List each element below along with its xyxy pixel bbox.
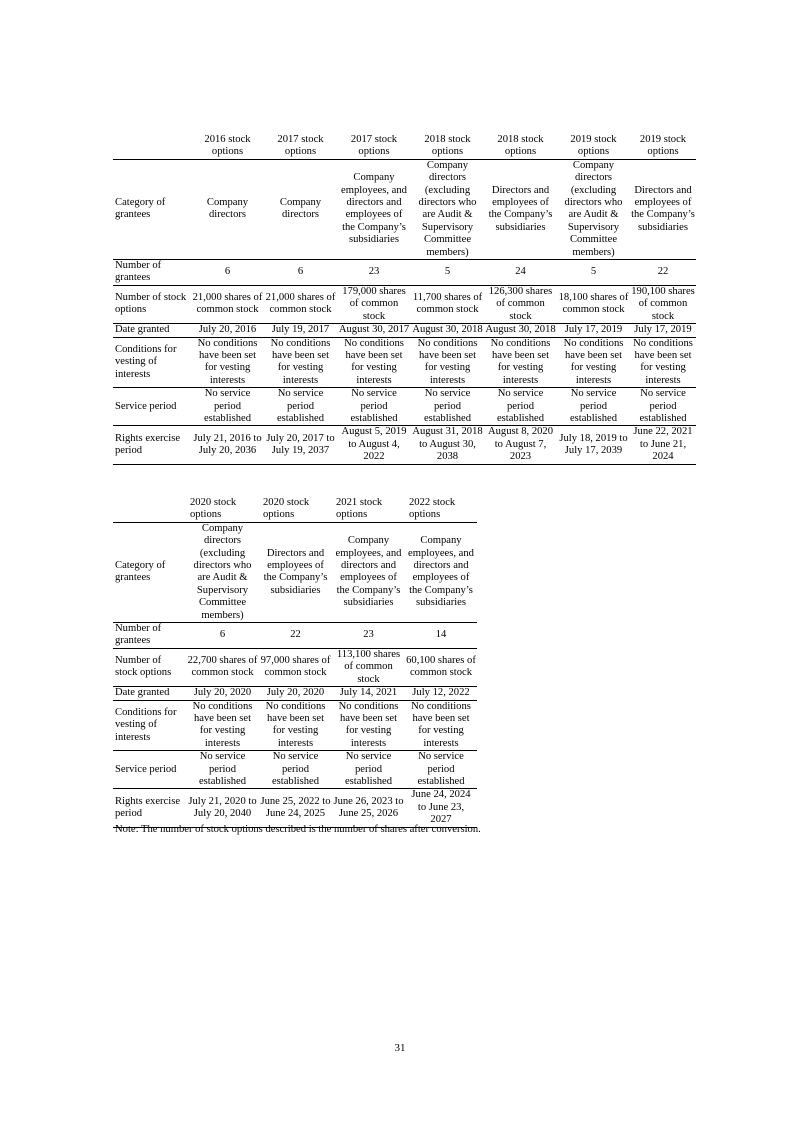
table-cell: 22 <box>630 260 696 286</box>
row-label: Number of stock options <box>113 285 191 323</box>
table-cell: August 30, 2018 <box>412 324 483 336</box>
row-label: Category of grantees <box>115 560 166 584</box>
table-cell: Directors and employees of the Company’s subsidiaries <box>631 184 695 233</box>
table-cell: 21,000 shares of common stock <box>264 285 337 323</box>
row-label: Rights exercise period <box>113 426 191 464</box>
table-cell: No service period established <box>557 388 630 426</box>
row-label: Conditions for vesting of interests <box>113 337 191 388</box>
table-row <box>113 751 477 789</box>
page-number: 31 <box>394 1042 406 1054</box>
table-cell: No conditions have been set for vesting interests <box>405 700 477 751</box>
table-cell: 126,300 shares of common stock <box>484 285 557 323</box>
table-row <box>113 388 696 426</box>
table-cell: 6 <box>264 260 337 286</box>
table-cell: 22 <box>259 623 332 649</box>
table-cell: No service period established <box>186 751 259 789</box>
table-cell: 5 <box>411 260 484 286</box>
row-label: Service period <box>113 751 186 789</box>
column-header: 2017 stock options <box>337 134 411 159</box>
table-cell: No conditions have been set for vesting interests <box>337 337 411 388</box>
table-cell: 60,100 shares of common stock <box>405 648 477 686</box>
table-cell: Directors and employees of the Company’s subsidiaries <box>263 547 328 596</box>
table-cell: 23 <box>332 623 405 649</box>
table-cell: Company employees, and directors and employees of the Company’s subsidiaries <box>341 172 407 246</box>
table-cell: 11,700 shares of common stock <box>411 285 484 323</box>
table-cell: Company directors <box>206 197 249 221</box>
table-row <box>113 700 477 751</box>
table-cell: No conditions have been set for vesting interests <box>186 700 259 751</box>
table-cell: July 17, 2019 <box>630 324 696 337</box>
row-label: Conditions for vesting of interests <box>113 700 186 751</box>
row-label: Service period <box>113 388 191 426</box>
table-cell: 22,700 shares of common stock <box>186 648 259 686</box>
table-cell: July 20, 2016 <box>191 324 264 337</box>
table-cell: 24 <box>484 260 557 286</box>
column-header: 2021 stock options <box>332 497 405 522</box>
table-cell: August 30, 2017 <box>338 324 410 336</box>
table-cell: 179,000 shares of common stock <box>337 285 411 323</box>
header-corner <box>113 497 186 522</box>
table-cell: No service period established <box>259 751 332 789</box>
table-cell: No service period established <box>484 388 557 426</box>
table-cell: No conditions have been set for vesting interests <box>557 337 630 388</box>
table-header-row <box>113 497 477 522</box>
table-cell: No service period established <box>191 388 264 426</box>
column-header: 2016 stock options <box>191 134 264 159</box>
row-label: Category of grantees <box>115 197 166 221</box>
row-label: Number of grantees <box>113 623 186 649</box>
table-row <box>113 789 477 827</box>
column-header: 2022 stock options <box>405 497 477 522</box>
table-cell: Directors and employees of the Company’s subsidiaries <box>488 184 553 233</box>
row-label: Date granted <box>113 687 186 700</box>
table-footnote: Note: The number of stock options described is the number of shares after conversion. <box>115 824 481 835</box>
row-label: Number of stock options <box>113 648 186 686</box>
table-cell: No conditions have been set for vesting interests <box>332 700 405 751</box>
table-cell: No service period established <box>332 751 405 789</box>
header-corner <box>113 134 191 159</box>
table-cell: June 26, 2023 to June 25, 2026 <box>332 789 405 827</box>
table-row <box>113 285 696 323</box>
table-cell: July 21, 2016 to July 20, 2036 <box>191 426 264 464</box>
table-cell: No conditions have been set for vesting interests <box>630 337 696 388</box>
table-cell: No conditions have been set for vesting interests <box>264 337 337 388</box>
table-cell: Company directors (excluding directors who are Audit & Supervisory Committee members) <box>418 159 477 258</box>
table-cell: July 21, 2020 to July 20, 2040 <box>186 789 259 827</box>
column-header: 2017 stock options <box>264 134 337 159</box>
column-header: 2018 stock options <box>411 134 484 159</box>
table-cell: August 8, 2020 to August 7, 2023 <box>484 426 557 464</box>
table-cell: July 18, 2019 to July 17, 2039 <box>557 426 630 464</box>
table-cell: No conditions have been set for vesting interests <box>484 337 557 388</box>
table-row <box>113 159 696 259</box>
table-cell: 113,100 shares of common stock <box>332 648 405 686</box>
table-cell: August 30, 2018 <box>485 324 556 336</box>
row-label: Rights exercise period <box>113 789 186 827</box>
table-cell: July 12, 2022 <box>405 687 477 700</box>
table-row <box>113 522 477 622</box>
table-cell: August 5, 2019 to August 4, 2022 <box>337 426 411 464</box>
table-row <box>113 260 696 286</box>
table-row <box>113 337 696 388</box>
table-cell: June 25, 2022 to June 24, 2025 <box>259 789 332 827</box>
table-cell: No service period established <box>264 388 337 426</box>
table-cell: July 20, 2020 <box>259 687 332 700</box>
table-row <box>113 426 696 464</box>
table-cell: No conditions have been set for vesting interests <box>191 337 264 388</box>
table-cell: No conditions have been set for vesting interests <box>259 700 332 751</box>
table-cell: June 24, 2024 to June 23, 2027 <box>405 789 477 827</box>
stock-options-table-2016-2019 <box>113 134 696 465</box>
table-cell: No service period established <box>630 388 696 426</box>
table-cell: Company directors (excluding directors who are Audit & Supervisory Committee members) <box>564 159 623 258</box>
table-cell: 190,100 shares of common stock <box>631 285 695 322</box>
table-row <box>113 324 696 337</box>
table-row <box>113 648 477 686</box>
table-cell: August 31, 2018 to August 30, 2038 <box>412 426 483 463</box>
table-cell: 5 <box>557 260 630 286</box>
table-cell: 6 <box>191 260 264 286</box>
table-cell: June 22, 2021 to June 21, 2024 <box>630 426 696 464</box>
stock-options-table-2020-2022 <box>113 497 477 828</box>
table-cell: July 19, 2017 <box>264 324 337 337</box>
column-header: 2019 stock options <box>630 134 696 159</box>
column-header: 2018 stock options <box>484 134 557 159</box>
table-cell: 21,000 shares of common stock <box>191 285 264 323</box>
table-cell: No service period established <box>405 751 477 789</box>
table-cell: July 14, 2021 <box>332 687 405 700</box>
column-header: 2020 stock options <box>186 497 259 522</box>
table-cell: Company directors (excluding directors who are Audit & Supervisory Committee members) <box>193 522 252 621</box>
table-cell: No service period established <box>337 388 411 426</box>
table-row <box>113 623 477 649</box>
table-cell: No conditions have been set for vesting interests <box>411 337 484 388</box>
column-header: 2019 stock options <box>557 134 630 159</box>
table-cell: 6 <box>186 623 259 649</box>
table-cell: 14 <box>405 623 477 649</box>
table-cell: No service period established <box>411 388 484 426</box>
table-row <box>113 687 477 700</box>
row-label: Number of grantees <box>113 260 191 286</box>
table-cell: 18,100 shares of common stock <box>557 285 630 323</box>
table-cell: 23 <box>337 260 411 286</box>
row-label: Date granted <box>113 324 191 337</box>
table-cell: 97,000 shares of common stock <box>259 648 332 686</box>
table-cell: Company directors <box>279 197 322 221</box>
column-header: 2020 stock options <box>259 497 332 522</box>
table-cell: July 20, 2017 to July 19, 2037 <box>264 426 337 464</box>
table-cell: Company employees, and directors and employees of the Company’s subsidiaries <box>335 535 402 609</box>
table-cell: Company employees, and directors and employees of the Company’s subsidiaries <box>408 535 474 609</box>
table-cell: July 17, 2019 <box>557 324 630 337</box>
table-header-row <box>113 134 696 159</box>
table-cell: July 20, 2020 <box>186 687 259 700</box>
